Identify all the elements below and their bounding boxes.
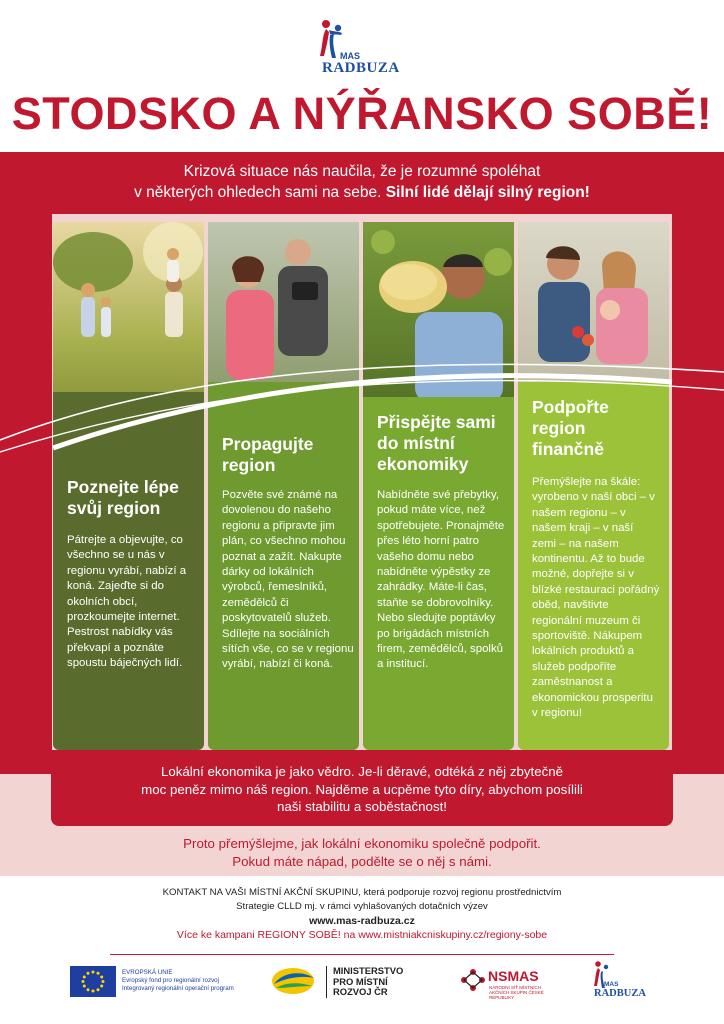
contact-web-link[interactable]: www.mas-radbuza.cz [309, 915, 415, 927]
think-line-1: Proto přemýšlejme, jak lokální ekonomiku společně podpořit. [183, 836, 541, 851]
mas-radbuza-logo [312, 18, 412, 82]
column-4-title: Podpořte region finančně [532, 397, 609, 459]
bucket-line-1: Lokální ekonomika je jako vědro. Je-li děravé, odtéká z něj zbytečně [160, 764, 564, 779]
think-text [0, 835, 724, 871]
column-2-body: Pozvěte své známé na dovolenou do našeho regionu a připravte jim plán, co všechno mohou poznat a zažít. Nakupte dárky od lokálních výrobců, řemeslníků, zemědělců či poskytovatelů služeb. Sdílejte na sociálních sítích vše, co se v regionu vyrábí, nabízí či koná. [222, 489, 354, 671]
footer-logo-mas-label: MAS [604, 981, 619, 988]
eu-flag-icon [70, 966, 116, 997]
contact-block [0, 886, 724, 942]
page-title: STODSKO A NÝŘANSKO SOBĚ! [11, 88, 713, 139]
logo-radbuza-label: RADBUZA [322, 60, 400, 76]
eu-text [122, 969, 262, 993]
intro-line-2-bold: Silní lidé dělají silný region! [385, 184, 590, 201]
mmr-text [326, 966, 423, 998]
column-4-body: Přemýšlejte na škále: vyrobeno v naší obci – v našem regionu – v našem kraji – v naší zemi – na našem kontinentu. Až to bude možné, dopřejte si v blízké restauraci pořádný oběd, navštivte regionální muzeum či sportoviště. Nákupem lokálních produktů a služeb podpoříte zaměstnanost a ekonomickou prosperitu v regionu! [532, 476, 660, 720]
column-1-title: Poznejte lépe svůj region [67, 477, 179, 518]
nsmas-name: NSMAS [488, 968, 539, 984]
red-side-left [0, 214, 52, 774]
bucket-text [51, 763, 673, 816]
mmr-line-1: MINISTERSTVO [333, 965, 404, 976]
nsmas-subtitle: NÁRODNÍ SÍŤ MÍSTNÍCH AKČNÍCH SKUPIN ČESKÉ REPUBLIKY [489, 985, 544, 1000]
mas-radbuza-logo-footer [588, 960, 658, 1004]
intro-text [0, 161, 724, 203]
column-2-title: Propagujte region [222, 434, 314, 475]
contact-line-1-bold: KONTAKT NA VAŠI MÍSTNÍ AKČNÍ SKUPINU [162, 887, 359, 898]
column-1-body: Pátrejte a objevujte, co všechno se u nás v regionu vyrábí, nabízí a koná. Zajeďte si do okolních obcí, prozkoumejte internet. Pestrost nabídky vás překvapí a poznáte spoustu báječných lidí. [67, 534, 187, 670]
column-3-title: Přispějte sami do místní ekonomiky [377, 412, 496, 474]
bucket-line-3: naši stabilitu a soběstačnost! [276, 799, 447, 814]
intro-line-2-plain: v některých ohledech sami na sebe. [134, 184, 386, 201]
contact-line-1-rest: , která podporuje rozvoj regionu prostřednictvím [358, 887, 562, 898]
mmr-line-3: ROZVOJ ČR [333, 986, 388, 997]
contact-line-1 [0, 886, 724, 900]
think-line-2: Pokud máte nápad, podělte se o něj s námi. [232, 854, 492, 869]
contact-line-2: Strategie CLLD mj. v rámci vyhlašovaných dotačních výzev [236, 901, 488, 912]
logo-mas-label: MAS [340, 51, 360, 61]
mmr-line-2: PRO MÍSTNÍ [333, 975, 388, 987]
campaign-link[interactable]: Více ke kampani REGIONY SOBĚ! na www.mistniakcniskupiny.cz/regiony-sobe [176, 929, 548, 941]
mmr-logo [270, 964, 316, 998]
eu-line-1: EVROPSKÁ UNIE [122, 969, 173, 976]
footer-logo-radbuza-label: RADBUZA [594, 988, 646, 999]
eu-line-2: Evropský fond pro regionální rozvoj [122, 977, 219, 984]
column-3-body: Nabídněte své přebytky, pokud máte více, než spotřebujete. Pronajměte přes léto horní patro vašeho domu nebo nabídněte výpěstky ze zahrádky. Máte-li čas, staňte se dobrovolníky. Nebo sledujte poptávky po brigádách místních firem, zemědělců, spolků a institucí. [377, 489, 505, 671]
bucket-line-2: moc peněz mimo náš region. Najděme a ucpěme tyto díry, abychom posílili [141, 781, 583, 797]
red-side-right [672, 214, 724, 774]
eu-line-3: Integrovaný regionální operační program [122, 985, 234, 992]
footer-divider [110, 954, 614, 955]
nsmas-logo [458, 966, 488, 996]
intro-line-1: Krizová situace nás naučila, že je rozumné spoléhat [183, 163, 541, 180]
intro-line-2 [0, 182, 724, 203]
